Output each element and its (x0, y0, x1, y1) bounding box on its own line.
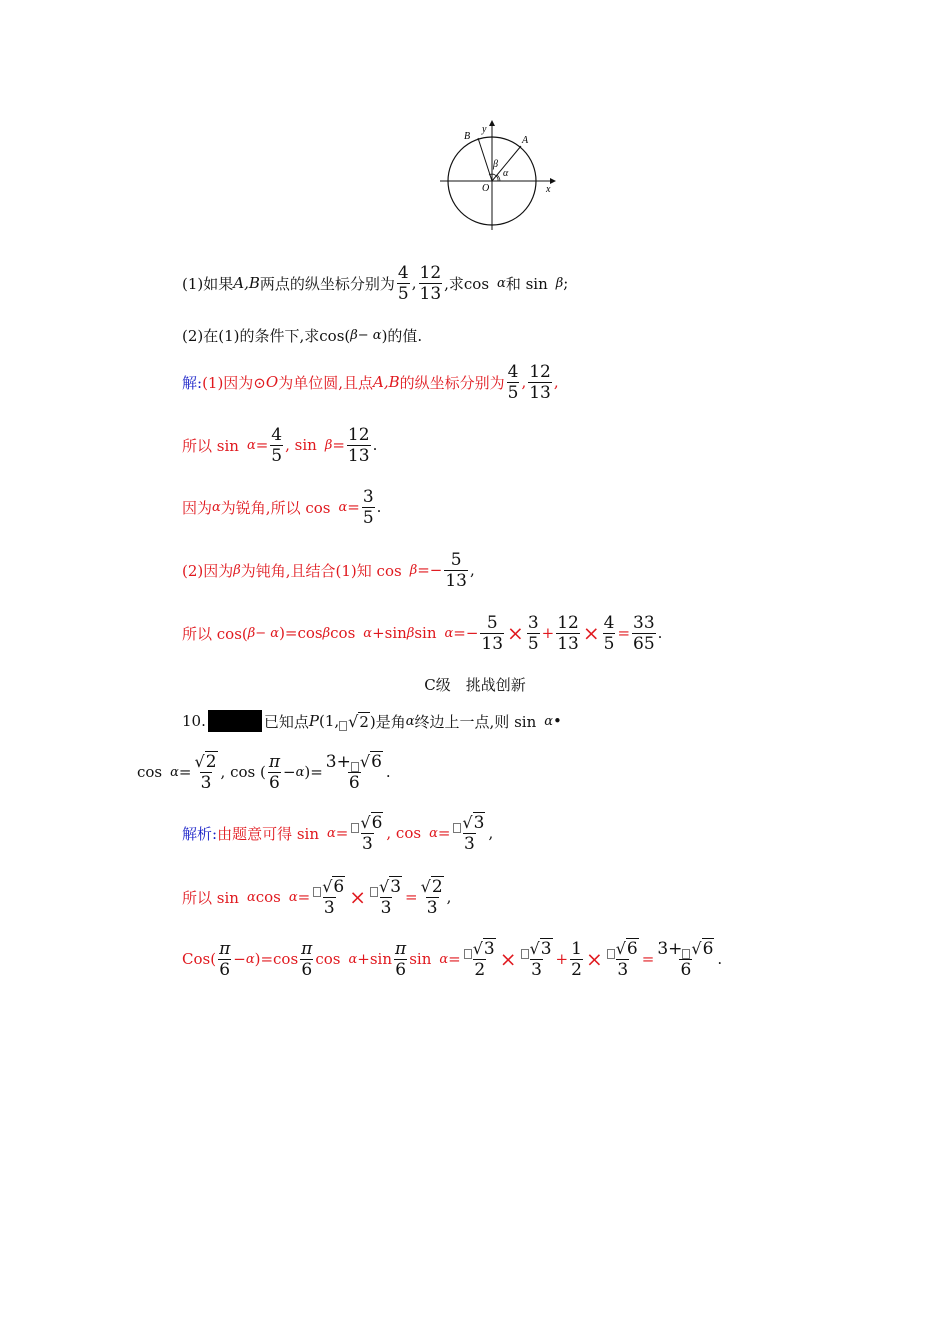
fraction: $\frac{\pi}{6}$ (301, 938, 313, 980)
fraction: $\frac{3}{5}$ (362, 486, 374, 528)
fraction: $\frac{4}{5}$ (603, 612, 615, 654)
fraction: $\frac{33}{65}$ (633, 612, 655, 654)
label-o: O (482, 183, 490, 194)
fraction: $\frac{12}{13}$ (419, 262, 442, 304)
x-axis-arrow (550, 178, 556, 184)
label-y: y (482, 124, 487, 135)
section-title: C级 挑战创新 (424, 676, 526, 694)
label-beta: β (493, 159, 498, 170)
fraction: $\frac{12}{13}$ (557, 612, 579, 654)
fraction: $\frac{\pi}{6}$ (219, 938, 231, 980)
question-2: (2)在(1)的条件下,求cos( β− α )的值. (182, 326, 423, 345)
fraction: $\frac{5}{13}$ (481, 612, 504, 654)
solution-line-3: 因为 α 为锐角,所以 cos α = $\frac{3}{5}$ . (182, 486, 382, 528)
radical: √ 2 (339, 712, 370, 731)
label-alpha: α (503, 168, 509, 179)
fraction: $\frac{5}{13}$ (445, 549, 467, 591)
solution-line-2: 所以 sin α = $\frac{4}{5}$ , sin β = $\frac{12}{13}$ . (182, 424, 378, 466)
solution-line-5: 所以 cos( β− α )=cos β cos α +sin β sin α =− $\frac{5}{13}$ × $\frac{3}{5}$ + $\frac{12}{13}$ × $\frac{4}{5}$ = $\frac{33}{65}$ . (182, 612, 663, 654)
fraction: 3+ √ 6 6 (325, 752, 382, 793)
fraction: √ 6 3 (312, 876, 346, 918)
fraction: √ 6 3 (350, 812, 384, 854)
redaction-box (208, 710, 262, 732)
fraction: √ 3 3 (452, 812, 486, 854)
fraction: $\frac{\pi}{6}$ (395, 938, 407, 980)
fraction: $\frac{3}{5}$ (527, 612, 539, 654)
answer-label: 解析: (182, 824, 218, 843)
fraction: $\frac{\pi}{6}$ (268, 751, 281, 793)
fraction: $\frac{4}{5}$ (507, 361, 519, 403)
fraction: √ 6 3 (606, 938, 640, 980)
unit-circle-figure (436, 118, 558, 234)
question-10: 10. 已知点 P (1, √ 2 )是角 α 终边上一点,则 sin α • (182, 711, 562, 731)
label-a: A (522, 135, 529, 146)
answer-line-3: Cos( $\frac{\pi}{6}$ − α )=cos $\frac{\pi}{6}$ cos α +sin $\frac{\pi}{6}$ sin α = √ 3 2 × √ 3 3 + $\frac{1}{2}$ × √ 6 3 = 3+ √ 6 6 . (182, 938, 723, 980)
answer-line-2: 所以 sin α cos α = √ 6 3 × √ 3 3 = √ 2 3 , (182, 877, 452, 918)
solution-line-4: (2)因为 β 为钝角,且结合(1)知 cos β =− $\frac{5}{13}$ , (182, 549, 475, 591)
fraction: √ 3 2 (463, 938, 497, 980)
question-10-line-2: cos α = √ 2 3 , cos ( $\frac{\pi}{6}$ − α )= 3+ √ 6 6 . (137, 751, 391, 793)
fraction: √ 3 3 (369, 876, 403, 918)
solution-line-1: 解: (1)因为⊙ O 为单位圆,且点 A,B 的纵坐标分别为 $\frac{4}{5}$ , $\frac{12}{13}$ , (182, 361, 559, 403)
fraction: $\frac{1}{2}$ (571, 938, 582, 980)
fraction: √ 2 3 (420, 877, 443, 918)
solution-label: 解: (182, 373, 203, 392)
answer-line-1: 解析: 由题意可得 sin α = √ 6 3 , cos α = √ 3 3 , (182, 813, 494, 854)
fraction: 3+ √ 6 6 (657, 939, 714, 980)
label-x: x (546, 184, 551, 195)
fraction: $\frac{12}{13}$ (529, 361, 551, 403)
label-b: B (464, 131, 471, 142)
y-axis-arrow (489, 120, 495, 126)
fraction: √ 2 3 (194, 752, 217, 793)
fraction: $\frac{12}{13}$ (347, 424, 370, 466)
fraction: √ 3 3 (520, 938, 554, 980)
fraction: $\frac{4}{5}$ (271, 424, 283, 466)
question-1: (1)如果 A,B 两点的纵坐标分别为 $\frac{4}{5}$ , $\frac{12}{13}$ ,求cos α 和 sin β ; (182, 262, 569, 304)
fraction: $\frac{4}{5}$ (397, 262, 409, 304)
